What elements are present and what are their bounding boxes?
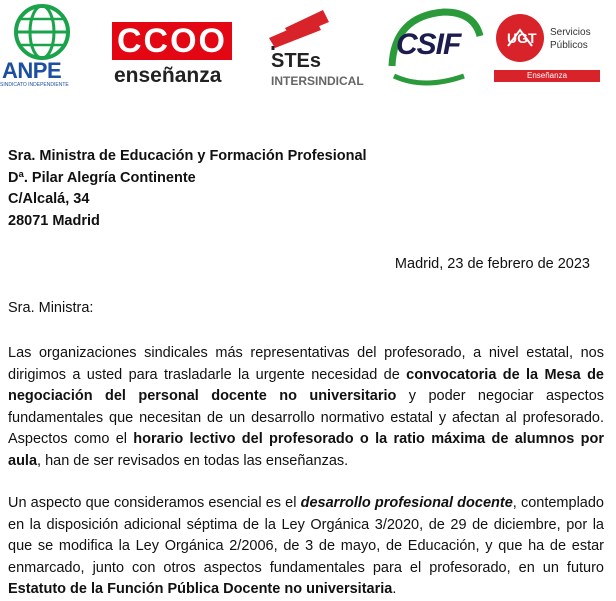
paragraph-segment-bold: convocatoria de la Mesa de negociación del personal docente no universitario <box>8 366 604 404</box>
ccoo-logo <box>112 22 240 88</box>
paragraph-segment-bold: Estatuto de la Función Pública Docente no universitaria <box>8 581 393 597</box>
paragraph-segment: y poder negociar aspectos fundamentales que necesitan de un desarrollo normativo estatal y afectan al profesorado. Aspectos como el <box>8 388 605 447</box>
paragraph-segment-bold: horario lectivo del profesorado o la ratio máxima de alumnos por aula <box>8 431 604 469</box>
recipient-line: C/Alcalá, 34 <box>8 191 90 207</box>
recipient-line: Dª. Pilar Alegría Continente <box>8 169 196 186</box>
csif-logo-text: CSIF <box>396 28 461 61</box>
ugt-logo <box>494 12 614 87</box>
paragraph-segment: Las organizaciones sindicales más representativas del profesorado, a nivel estatal, nos dirigimos a usted para trasladarle la urgente necesidad de <box>8 345 604 383</box>
stes-logo-subtext: INTERSINDICAL <box>271 74 364 88</box>
anpe-logo-text: ANPE <box>2 58 62 83</box>
recipient-line: Sra. Ministra de Educación y Formación Profesional <box>8 148 367 164</box>
letter-date: Madrid, 23 de febrero de 2023 <box>394 256 590 272</box>
paragraph-segment: . <box>392 581 397 597</box>
stes-logo <box>265 8 375 90</box>
ugt-logo-side-text: Servicios Públicos <box>550 27 591 51</box>
paragraph-1 <box>8 343 604 472</box>
paragraph-segment: , contemplado en la disposición adicional séptima de la Ley Orgánica 3/2020, de 29 de diciembre, por la que se modifica la Ley Orgánica 2/2006, de 3 de mayo, de Educación, y que ha de estar enmarcado, junto con otros aspectos fundamentales para el profesorado, en un futuro <box>8 495 604 576</box>
stes-logo-text: STEs <box>271 50 322 72</box>
ccoo-logo-subtext: enseñanza <box>114 64 222 87</box>
ugt-logo-bar: Enseñanza <box>494 70 600 82</box>
recipient-address <box>8 146 604 232</box>
ugt-logo-text: UGT <box>507 30 537 46</box>
paragraph-segment: Un aspecto que consideramos esencial es el <box>8 495 301 511</box>
anpe-logo <box>0 2 88 88</box>
recipient-line: 28071 Madrid <box>8 212 100 229</box>
csif-logo <box>384 6 484 88</box>
paragraph-segment-bold-italic: desarrollo profesional docente <box>300 495 513 511</box>
union-logos-header <box>0 0 616 95</box>
anpe-globe-icon <box>0 2 88 62</box>
anpe-logo-subtext: SINDICATO INDEPENDIENTE <box>0 82 69 88</box>
paragraph-2 <box>8 493 604 601</box>
paragraph-segment: , han de ser revisados en todas las enseñanzas. <box>37 452 349 469</box>
greeting: Sra. Ministra: <box>8 300 94 316</box>
stes-flag-icon <box>265 8 345 50</box>
ccoo-logo-text: CCOO <box>117 22 227 60</box>
